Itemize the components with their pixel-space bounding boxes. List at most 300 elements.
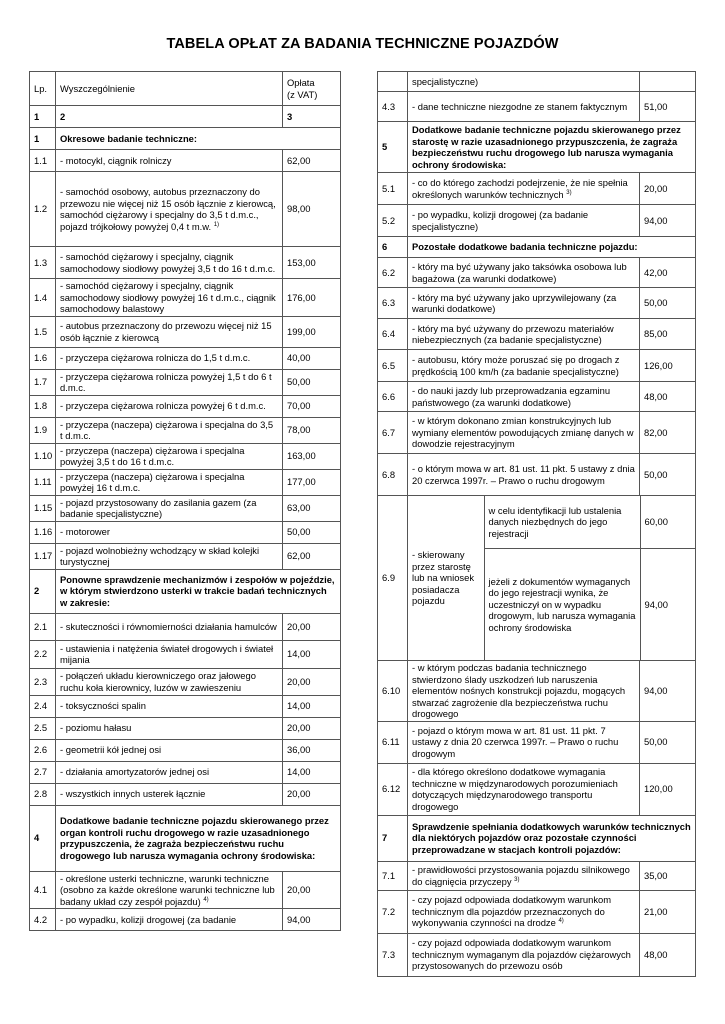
row-fee-text: 177,00 [287,476,316,488]
row-fee [640,454,696,496]
table-row [30,871,341,909]
row-description-text: - który ma być używany jako uprzywilejowany (za warunki dodatkowe) [412,291,617,314]
row-fee-text: 20,00 [287,884,311,895]
row-lp [30,279,56,317]
row-description-text: - czy pojazd odpowiada dodatkowym warunkom technicznym wymaganym dla pojazdów ciężarowych przystosowanych do przewozu osób [412,937,631,972]
row-description-text: - pojazd wolnobieżny wchodzący w skład kolejki turystycznej [60,544,260,567]
table-row [378,237,696,258]
row-fee [640,721,696,763]
row-fee [283,369,341,395]
row-description-text: - geometrii kół jednej osi [60,744,162,756]
row-fee-text: 51,00 [644,100,668,112]
row-section-title [56,805,341,871]
row-lp [30,347,56,369]
row-lp-text: 1.17 [34,550,53,562]
row-fee-text: 78,00 [287,424,311,436]
row-lp-text: 1 [34,132,40,144]
row-fee [283,543,341,569]
row-description-text: - pojazd przystosowany do zasilania gazem (za badanie specjalistyczne) [60,496,257,519]
row-description [56,640,283,668]
row-fee [283,172,341,247]
row-lp-text: 1.3 [34,256,48,268]
row-fee-text: 50,00 [644,468,668,480]
row-description [56,695,283,717]
row-lp-text: 2.6 [34,744,48,756]
table-row [30,247,341,279]
row-description [56,247,283,279]
row-lp [30,871,56,909]
row-fee-text: 50,00 [287,526,311,538]
header-description-text: Wyszczególnienie [60,82,135,94]
row-fee-text: 20,00 [287,675,311,687]
row-fee-text: 14,00 [287,700,311,712]
row-description [56,172,283,247]
row-fee [640,661,696,722]
row-lp [378,496,408,661]
row-lp [30,106,56,128]
row-fee-text: 14,00 [287,766,311,778]
row-description-text: - działania amortyzatorów jednej osi [60,766,210,778]
row-fee-text: 62,00 [287,550,311,562]
row-description [56,783,283,805]
row-lp [30,150,56,172]
row-fee-text: 40,00 [287,352,311,364]
row-lp [30,695,56,717]
row-lp-text: 6.7 [382,426,396,438]
row-fee [283,347,341,369]
row-fee [283,279,341,317]
table-row [30,805,341,871]
table-row [30,172,341,247]
row-lp [30,316,56,347]
row-fee [283,521,341,543]
row-lp-text: 6.4 [382,328,396,340]
header-fee-line: Opłata [287,77,315,88]
row-lp-text: 6.12 [382,783,401,795]
sub-row [408,496,696,548]
row-lp [30,805,56,871]
left-fee-table [29,71,340,931]
row-fee [283,909,341,931]
row-lp [30,640,56,668]
row-section-title-text: Ponowne sprawdzenie mechanizmów i zespołów w pojeździe, w którym stwierdzono usterki w trakcie badań technicznych w zakresie: [60,573,335,608]
table-row [30,640,341,668]
row-lp [30,739,56,761]
table-row [378,721,696,763]
row-lp [30,172,56,247]
row-section-title [56,128,341,150]
row-lp [378,412,408,454]
row-description [408,288,640,319]
page-title: TABELA OPŁAT ZA BADANIA TECHNICZNE POJAZDÓW [166,36,559,52]
row-description [56,521,283,543]
row-section-title [408,237,696,258]
row-fee-text: 199,00 [287,325,316,337]
row-fee-text: 60,00 [644,516,668,527]
row-description-text: - samochód osobowy, autobus przeznaczony do przewozu nie więcej niż 15 osób łącznie z kierowcą, samochód ciężarowy i specjalny do 3,5 t d.m.c., pojazd trójkołowy powyżej 0,4 t m.w. [60,186,276,232]
row-lp-text: 1.5 [34,325,48,337]
table-row [30,613,341,640]
row-lp-text: 7.2 [382,905,396,917]
row-fee [283,739,341,761]
row-fee [283,783,341,805]
row-lp [378,288,408,319]
row-fee-text: 98,00 [287,203,311,215]
row-fee-text: 50,00 [644,297,668,309]
row-description-text: - przyczepa (naczepa) ciężarowa i specjalna do 3,5 t d.m.c. [60,418,274,441]
row-lp [30,521,56,543]
row-lp [378,237,408,258]
row-lp [378,815,408,861]
row-fee [640,258,696,288]
row-lp [30,761,56,783]
row-lp-text: 4 [34,832,40,844]
table-row [378,861,696,890]
row-fee-text: 153,00 [287,256,316,268]
row-description [56,316,283,347]
row-lp-text: 1.9 [34,424,48,436]
row-lp [378,454,408,496]
table-row [378,288,696,319]
table-row [30,369,341,395]
row-description-text: - po wypadku, kolizji drogowej (za badanie [60,913,237,925]
row-fee [283,417,341,443]
row-lp [378,173,408,205]
row-description-text: - motocykl, ciągnik rolniczy [60,154,172,166]
row-description [56,395,283,417]
row-description-text: - w którym podczas badania technicznego stwierdzono ślady uszkodzeń lub naruszenia elementów nośnych konstrukcji pojazdu, mogących stwarzać zagrożenie dla bezpieczeństwa ruchu drogowego [412,662,626,719]
row-lp [378,92,408,122]
sub-description [484,548,640,660]
table-row [378,205,696,237]
header-lp-text: Lp. [34,82,48,94]
row-fee [283,443,341,469]
row-description [408,890,640,933]
row-fee [283,495,341,521]
row-fee-text: 20,00 [644,182,668,194]
row-description-text: - dane techniczne niezgodne ze stanem faktycznym [412,100,628,112]
row-fee [283,395,341,417]
row-description-text: - określone usterki techniczne, warunki techniczne (osobno za każde określone warunki techniczne lub badany układ czy zespół pojazdu) [60,872,275,907]
header-fee-line: (z VAT) [287,88,318,100]
row-lp-text: 2.1 [34,620,48,632]
row-description [408,661,640,722]
footnote-mark: 4) [203,896,209,903]
row-description [408,319,640,350]
row-lp-text: 6.11 [382,736,400,748]
row-lp [378,72,408,92]
row-lp [378,382,408,412]
table-row [378,122,696,173]
row-fee-text: 50,00 [287,376,311,388]
row-description-text: - przyczepa ciężarowa rolnicza powyżej 1,5 t do 6 t d.m.c. [60,370,272,393]
row-fee-text: 50,00 [644,736,668,748]
row-lp-text: 7 [382,832,388,844]
sub-description-text: w celu identyfikacji lub ustalenia danych niezbędnych do jego rejestracji [488,504,622,539]
footnote-mark: 3) [514,876,520,883]
row-description [408,763,640,815]
row-description [56,150,283,172]
row-description [56,871,283,909]
row-fee [640,890,696,933]
row-lp [30,909,56,931]
row-fee-text: 20,00 [287,722,311,734]
row-description-text: - przyczepa (naczepa) ciężarowa i specjalna powyżej 16 t d.m.c. [60,470,245,493]
row-description-text: - przyczepa (naczepa) ciężarowa i specjalna powyżej 3,5 t do 16 t d.m.c. [60,444,245,467]
row-lp [30,247,56,279]
row-lp-text: 4.1 [34,884,48,895]
row-description [408,350,640,382]
row-lp-text: 4.2 [34,913,48,925]
row-fee-text: 94,00 [644,685,668,696]
row-fee [640,72,696,92]
row-lp-text: 1.15 [34,502,53,514]
row-description [56,543,283,569]
row-description-text: - połączeń układu kierowniczego oraz jałowego ruchu koła kierownicy, luzów w zawieszeniu [60,670,256,693]
row-fee-text: 85,00 [644,328,668,340]
row-description [408,496,484,660]
row-lp-text: 2.2 [34,648,48,660]
row-description-text: - motorower [60,526,111,538]
row-lp-text: 6.10 [382,685,401,696]
row-lp [30,369,56,395]
row-description [56,495,283,521]
row-lp [378,258,408,288]
row-lp-text: 1.16 [34,526,53,538]
row-fee [640,496,696,548]
row-lp [30,783,56,805]
row-description [56,909,283,931]
row-lp [30,128,56,150]
row-description [408,382,640,412]
row-description-text: - samochód ciężarowy i specjalny, ciągnik samochodowy siodłowy powyżej 16 t d.m.c., ciągnik samochodowy balastowy [60,280,276,314]
row-lp-text: 1.1 [34,154,48,166]
row-lp [30,717,56,739]
table-row [378,173,696,205]
row-fee-text: 42,00 [644,266,668,278]
header-lp [30,72,56,106]
row-description [56,668,283,695]
row-fee [283,247,341,279]
table-row [378,815,696,861]
row-description-text: - dla którego określono dodatkowe wymagania techniczne w międzynarodowych porozumieniach dotyczących międzynarodowego transportu drogowego [412,766,618,812]
row-lp-text: 2.8 [34,788,48,800]
table-row [378,350,696,382]
row-fee [640,548,696,660]
header-fee [283,72,341,106]
row-fee [640,933,696,976]
row-section-title-text: Dodatkowe badanie techniczne pojazdu skierowanego przez starostę w razie uzasadnionego przypuszczenia, że zagraża bezpieczeństwu ruchu drogowego lub narusza wymagania ochrony środowiska: [412,124,681,170]
row-lp-text: 1 [34,110,40,122]
row-description-text: - który ma być używany jako taksówka osobowa lub bagażowa (za warunki dodatkowe) [412,261,627,284]
row-description-text: - po wypadku, kolizji drogowej (za badanie specjalistyczne) [412,209,589,232]
row-fee [283,316,341,347]
footnote-mark: 1) [213,221,220,228]
row-fee-text: 62,00 [287,154,311,166]
row-description-text: - który ma być używany do przewozu materiałów niebezpiecznych (za badanie specjalistyczne) [412,322,614,345]
row-fee-text: 126,00 [644,359,673,371]
row-lp [30,417,56,443]
row-lp-text: 1.10 [34,450,53,462]
row-description-text: - poziomu hałasu [60,722,132,734]
row-lp [378,721,408,763]
row-section-title-text: Okresowe badanie techniczne: [60,132,198,144]
row-fee [283,761,341,783]
row-lp-text: 2.3 [34,675,48,687]
header-description [56,72,283,106]
row-description [56,106,283,128]
table-row [378,382,696,412]
row-description [408,258,640,288]
row-description-text: - skuteczności i równomierności działania hamulców [60,620,277,632]
table-row [30,668,341,695]
table-row [30,150,341,172]
row-section-title-text: Pozostałe dodatkowe badania techniczne pojazdu: [412,241,638,253]
row-fee [640,382,696,412]
table-row [378,763,696,815]
table-row [378,661,696,722]
row-lp [378,933,408,976]
row-description-text: - pojazd o którym mowa w art. 81 ust. 11 pkt. 7 ustawy z dnia 20 czerwca 1997r. – Prawo o ruchu drogowym [412,724,619,759]
table-row [378,258,696,288]
row-fee-text: 48,00 [644,948,668,960]
row-lp [30,543,56,569]
row-lp-text: 6.3 [382,297,396,309]
table-row [378,412,696,454]
row-lp-text: 2 [34,585,40,597]
row-lp-text: 5.1 [382,182,396,194]
row-description [56,443,283,469]
row-lp [378,763,408,815]
row-fee-text: 176,00 [287,291,316,303]
table-row [30,569,341,613]
row-section-title [56,569,341,613]
table-row [30,717,341,739]
row-description-text: - autobus przeznaczony do przewozu więcej niż 15 osób łącznie z kierowcą [60,320,272,343]
table-row [30,347,341,369]
row-description-text: - prawidłowości przystosowania pojazdu silnikowego do ciągnięcia przyczepy [412,864,630,887]
row-fee [640,288,696,319]
row-lp-text: 4.3 [382,100,396,112]
row-fee [283,640,341,668]
row-fee [283,871,341,909]
table-row [30,417,341,443]
row-fee-text: 3 [287,110,293,122]
row-description-text: - o którym mowa w art. 81 ust. 11 pkt. 5 ustawy z dnia 20 czerwca 1997r. – Prawo o ruchu drogowym [412,463,635,486]
row-lp-text: 2.4 [34,700,48,712]
sub-description-text: jeżeli z dokumentów wymaganych do jego rejestracji wynika, że uczestniczył on w wypadku drogowym, lub narusza wymagania ochrony środowiska [488,575,636,633]
row-description-text: - ustawienia i natężenia świateł drogowych i świateł mijania [60,642,274,665]
row-description-text: specjalistyczne) [412,75,479,87]
table-row [378,72,696,92]
row-description [408,72,640,92]
row-lp [378,122,408,173]
row-lp [30,668,56,695]
row-fee [283,613,341,640]
row-lp-text: 1.11 [34,476,52,488]
table-row [378,319,696,350]
row-lp-text: 1.7 [34,376,48,388]
row-fee [283,106,341,128]
row-lp-text: 5 [382,141,388,153]
row-lp-text: 7.1 [382,869,396,881]
row-description [56,613,283,640]
table-row [378,890,696,933]
table-row [30,395,341,417]
footnote-mark: 3) [566,189,572,196]
row-description-text: - w którym dokonano zmian konstrukcyjnych lub wymiany elementów powodujących zmianę danych w dowodzie rejestracyjnym [412,415,634,450]
row-section-title-text: Dodatkowe badanie techniczne pojazdu skierowanego przez organ kontroli ruchu drogowego w razie uzasadnionego przypuszczenia, że zagraża bezpieczeństwu ruchu drogowego lub narusza wymagania ochrony środowiska: [60,815,329,861]
row-fee-text: 36,00 [287,744,311,756]
row-lp [378,861,408,890]
table-row [30,543,341,569]
row-lp [30,613,56,640]
row-lp-text: 6.8 [382,468,396,480]
row-fee [640,205,696,237]
table-row [378,933,696,976]
row-description [408,173,640,205]
row-fee-text: 163,00 [287,450,316,462]
row-fee [283,150,341,172]
row-lp-text: 6.6 [382,390,396,402]
table-header-row [30,72,341,106]
row-lp [30,495,56,521]
row-description-text: - do nauki jazdy lub przeprowadzania egzaminu państwowego (za warunki dodatkowe) [412,385,611,408]
row-lp-text: 1.2 [34,203,48,215]
row-lp-text: 6.5 [382,359,396,371]
table-row [30,128,341,150]
table-row [30,495,341,521]
row-description [408,721,640,763]
row-fee-text: 120,00 [644,783,673,795]
row-description [56,761,283,783]
row-description [56,739,283,761]
table-row [30,521,341,543]
split-cell [408,496,696,661]
table-row [30,279,341,317]
row-fee [640,763,696,815]
row-description-text: - przyczepa ciężarowa rolnicza do 1,5 t d.m.c. [60,352,251,364]
row-fee [283,695,341,717]
row-fee-text: 35,00 [644,869,668,881]
row-lp-text: 5.2 [382,214,396,226]
row-lp [378,661,408,722]
row-lp [378,890,408,933]
row-fee [640,173,696,205]
row-lp-text: 1.4 [34,291,48,303]
row-lp [378,205,408,237]
row-fee-text: 48,00 [644,390,668,402]
row-fee-text: 94,00 [644,214,668,226]
row-description [408,454,640,496]
table-row [30,443,341,469]
row-description-text: - samochód ciężarowy i specjalny, ciągnik samochodowy siodłowy powyżej 3,5 t do 16 t d.m.c. [60,251,276,274]
row-lp-text: 7.3 [382,948,396,960]
row-description [56,717,283,739]
row-lp-text: 2.7 [34,766,48,778]
table-row [30,316,341,347]
row-description-text: - czy pojazd odpowiada dodatkowym warunkom technicznym dla pojazdów przeznaczonych do wykonywania czynności na drodze [412,894,612,929]
row-lp [30,469,56,495]
row-lp-text: 1.8 [34,400,48,412]
row-fee-text: 70,00 [287,400,311,412]
row-fee [283,668,341,695]
row-lp-text: 1.6 [34,352,48,364]
table-row [30,695,341,717]
table-row [378,92,696,122]
row-fee [640,92,696,122]
row-section-title [408,815,696,861]
